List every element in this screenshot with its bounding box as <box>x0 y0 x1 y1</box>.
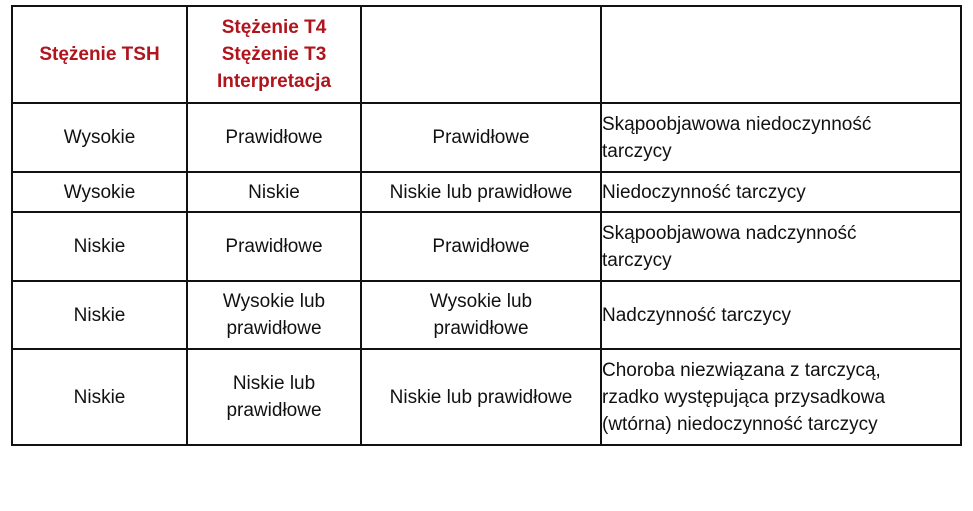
cell-interpretation-line: Niedoczynność tarczycy <box>602 181 806 203</box>
cell-interpretation <box>601 281 961 349</box>
cell-t4-text: Prawidłowe <box>225 127 323 148</box>
cell-t3-text: prawidłowe <box>433 318 529 339</box>
cell-interpretation <box>601 212 961 281</box>
header-tsh <box>12 6 187 103</box>
cell-tsh-text: Niskie <box>73 304 126 326</box>
cell-interpretation-line: tarczycy <box>602 140 672 162</box>
cell-t4-text: Niskie lub <box>232 373 316 394</box>
table-row <box>12 281 961 349</box>
cell-tsh <box>12 103 187 172</box>
cell-tsh-text: Wysokie <box>63 181 136 203</box>
cell-t4-text: prawidłowe <box>226 318 322 339</box>
cell-interpretation-line: tarczycy <box>602 249 672 271</box>
cell-t3-text: Niskie lub prawidłowe <box>389 181 573 203</box>
table-row <box>12 349 961 445</box>
header-t4-label: Stężenie T4 <box>221 17 327 38</box>
cell-t3-text: Wysokie lub <box>429 291 533 312</box>
cell-t3-text: Prawidłowe <box>432 127 530 148</box>
cell-t3 <box>361 281 601 349</box>
header-interpretation-label: Interpretacja <box>216 71 332 92</box>
table-row <box>12 103 961 172</box>
cell-interpretation-line: Skąpoobjawowa nadczynność <box>602 222 857 244</box>
cell-tsh-text: Niskie <box>73 386 126 408</box>
cell-t3 <box>361 349 601 445</box>
cell-t3-text: Prawidłowe <box>432 236 530 257</box>
cell-interpretation-line: Nadczynność tarczycy <box>602 304 792 326</box>
cell-t4-text: prawidłowe <box>226 400 322 421</box>
cell-t4 <box>187 212 361 281</box>
cell-t3 <box>361 172 601 212</box>
cell-tsh-text: Niskie <box>73 236 126 257</box>
cell-interpretation <box>601 349 961 445</box>
cell-interpretation <box>601 172 961 212</box>
cell-t4-text: Prawidłowe <box>225 236 323 257</box>
thyroid-test-table <box>11 5 962 446</box>
table-row <box>12 212 961 281</box>
cell-tsh-text: Wysokie <box>63 127 136 148</box>
cell-t3 <box>361 212 601 281</box>
header-empty-col3 <box>361 6 601 103</box>
cell-t4 <box>187 349 361 445</box>
cell-tsh <box>12 172 187 212</box>
cell-interpretation-line: (wtórna) niedoczynność tarczycy <box>602 413 878 435</box>
table-header-row <box>12 6 961 103</box>
cell-t3-text: Niskie lub prawidłowe <box>389 386 573 408</box>
cell-t4-text: Wysokie lub <box>222 291 326 312</box>
header-tsh-label: Stężenie TSH <box>39 44 160 65</box>
cell-interpretation-line: Choroba niezwiązana z tarczycą, <box>602 359 881 381</box>
cell-tsh <box>12 212 187 281</box>
header-t3-label: Stężenie T3 <box>221 44 327 65</box>
cell-t4-text: Niskie <box>248 181 300 203</box>
cell-t4 <box>187 281 361 349</box>
table-row <box>12 172 961 212</box>
cell-t3 <box>361 103 601 172</box>
header-t4-t3-interpretation <box>187 6 361 103</box>
cell-interpretation <box>601 103 961 172</box>
cell-interpretation-line: Skąpoobjawowa niedoczynność <box>602 113 872 135</box>
cell-t4 <box>187 172 361 212</box>
header-empty-col4 <box>601 6 961 103</box>
cell-t4 <box>187 103 361 172</box>
cell-tsh <box>12 349 187 445</box>
cell-tsh <box>12 281 187 349</box>
cell-interpretation-line: rzadko występująca przysadkowa <box>602 386 886 408</box>
